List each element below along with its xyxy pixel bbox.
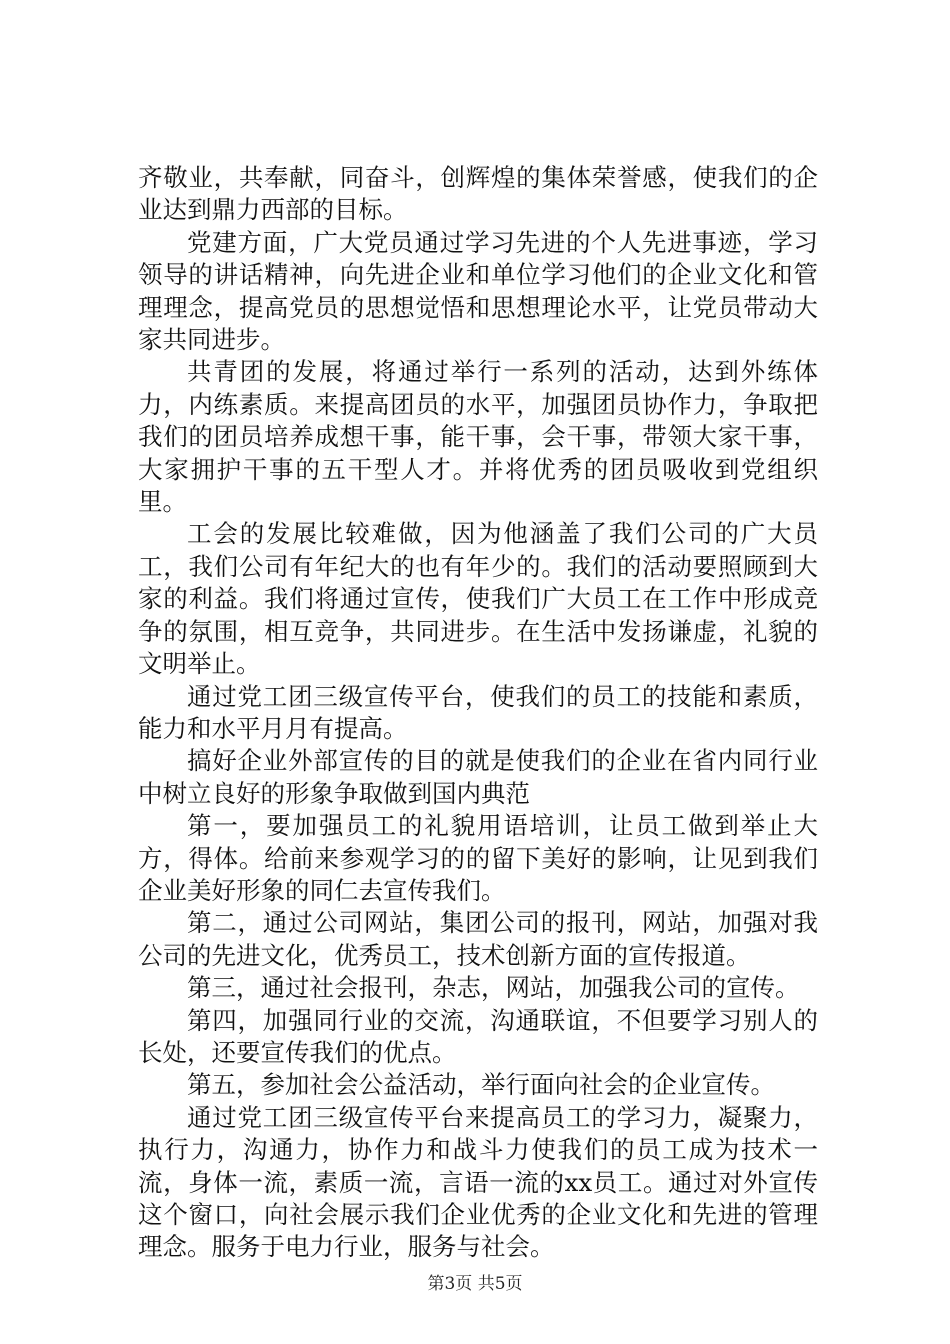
paragraph-10: 第四，加强同行业的交流，沟通联谊，不但要学习别人的长处，还要宣传我们的优点。 <box>138 1005 818 1067</box>
paragraph-12: 通过党工团三级宣传平台来提高员工的学习力，凝聚力，执行力，沟通力，协作力和战斗力使我们的员工成为技术一流，身体一流，素质一流，言语一流的xx员工。通过对外宣传这个窗口，向社会展示我们企业优秀的企业文化和先进的管理理念。服务于电力行业，服务与社会。 <box>138 1102 818 1262</box>
document-body <box>138 162 818 1264</box>
paragraph-5: 通过党工团三级宣传平台，使我们的员工的技能和素质，能力和水平月月有提高。 <box>138 681 818 743</box>
paragraph-8: 第二，通过公司网站，集团公司的报刊，网站，加强对我公司的先进文化，优秀员工，技术创新方面的宣传报道。 <box>138 908 818 970</box>
paragraph-1: 齐敬业，共奉献，同奋斗，创辉煌的集体荣誉感，使我们的企业达到鼎力西部的目标。 <box>138 163 818 225</box>
paragraph-3: 共青团的发展，将通过举行一系列的活动，达到外练体力，内练素质。来提高团员的水平，加强团员协作力，争取把我们的团员培养成想干事，能干事，会干事，带领大家干事，大家拥护干事的五干型人才。并将优秀的团员吸收到党组织里。 <box>138 357 818 517</box>
paragraph-11: 第五，参加社会公益活动，举行面向社会的企业宣传。 <box>187 1070 775 1100</box>
page-number-footer: 第3页 共5页 <box>427 1274 523 1294</box>
paragraph-4: 工会的发展比较难做，因为他涵盖了我们公司的广大员工，我们公司有年纪大的也有年少的。我们的活动要照顾到大家的利益。我们将通过宣传，使我们广大员工在工作中形成竞争的氛围，相互竞争，共同进步。在生活中发扬谦虚，礼貌的文明举止。 <box>138 519 818 679</box>
paragraph-9: 第三，通过社会报刊，杂志，网站，加强我公司的宣传。 <box>187 973 800 1003</box>
paragraph-2: 党建方面，广大党员通过学习先进的个人先进事迹，学习领导的讲话精神，向先进企业和单位学习他们的企业文化和管理理念，提高党员的思想觉悟和思想理论水平，让党员带动大家共同进步。 <box>138 227 818 355</box>
paragraph-6: 搞好企业外部宣传的目的就是使我们的企业在省内同行业中树立良好的形象争取做到国内典范 <box>138 746 818 808</box>
paragraph-7: 第一，要加强员工的礼貌用语培训，让员工做到举止大方，得体。给前来参观学习的的留下美好的影响，让见到我们企业美好形象的同仁去宣传我们。 <box>138 811 818 905</box>
